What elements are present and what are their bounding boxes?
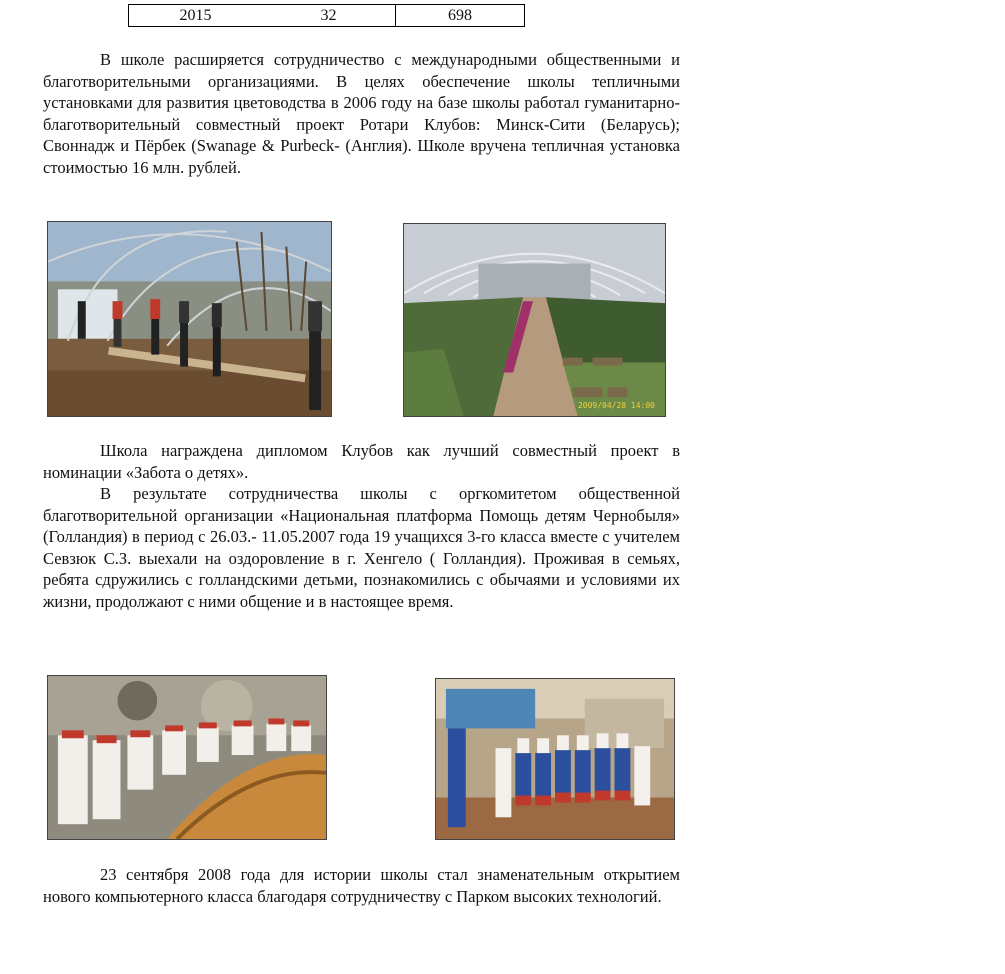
table-row	[129, 5, 525, 27]
children-conference-photo	[47, 675, 327, 840]
table-cell-year: 2015	[129, 5, 263, 27]
paragraph-cooperation: В школе расширяется сотрудничество с международными общественными и благотворительными организациями. В целях обеспечение школы тепличными установками для развития цветоводства в 2006 году на базе школы работал гуманитарно-благотворительный совместный проект Ротари Клубов: Минск-Сити (Беларусь); Своннадж и Пёрбек (Swanage & Purbeck- (Англия). Школе вручена тепличная установка стоимостью 16 млн. рублей.	[43, 50, 680, 177]
table-cell-count: 32	[262, 5, 396, 27]
children-choir-photo	[435, 678, 675, 840]
paragraph-holland-trip: В результате сотрудничества школы с оргкомитетом общественной благотворительной организации «Национальная платформа Помощь детям Чернобыля» (Голландия) в период с 26.03.- 11.05.2007 года 19 учащихся 3-го класса вместе с учителем Севзюк С.З. выехали на оздоровление в г. Хенгело ( Голландия). Проживая в семьях, ребята сдружились с голландскими детьми, познакомились с обычаями и условиями их жизни, продолжают с ними общение и в настоящее время.	[43, 484, 680, 611]
statistics-table	[128, 4, 525, 27]
greenhouse-interior-photo	[403, 223, 666, 417]
paragraph-diploma: Школа награждена дипломом Клубов как лучший совместный проект в номинации «Забота о детях».	[43, 441, 680, 482]
photo-date-stamp: 2009/04/28 14:00	[577, 401, 655, 410]
paragraph-computer-class: 23 сентября 2008 года для истории школы стал знаменательным открытием нового компьютерного класса благодаря сотрудничеству с Парком высоких технологий.	[43, 865, 680, 906]
table-cell-total: 698	[396, 5, 525, 27]
greenhouse-construction-photo	[47, 221, 332, 417]
